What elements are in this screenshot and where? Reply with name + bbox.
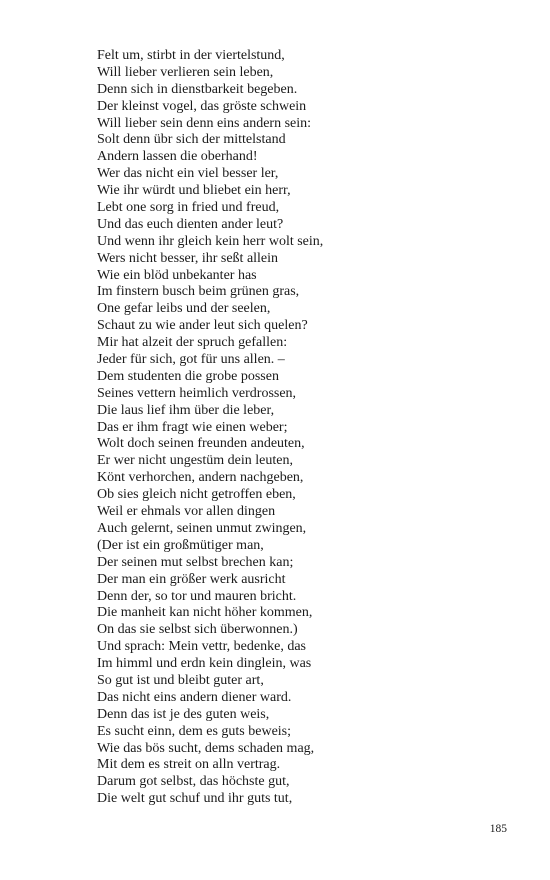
poem-line: Das nicht eins andern diener ward. [97, 689, 292, 705]
poem-line: Will lieber sein denn eins andern sein: [97, 115, 312, 131]
poem-line: Es sucht einn, dem es guts beweis; [97, 723, 292, 739]
poem-line: On das sie selbst sich überwonnen.) [97, 622, 298, 638]
poem-line: One gefar leibs und der seelen, [97, 301, 271, 317]
poem-line: Seines vettern heimlich verdrossen, [97, 385, 297, 401]
poem-line: Der man ein größer werk ausricht [97, 571, 286, 587]
poem-line: Felt um, stirbt in der viertelstund, [97, 48, 285, 63]
poem-line: Solt denn übr sich der mittelstand [97, 132, 286, 148]
poem-line: Wolt doch seinen freunden andeuten, [97, 436, 305, 452]
poem-line: Darum got selbst, das höchste gut, [97, 774, 290, 790]
poem-line: Lebt one sorg in fried und freud, [97, 200, 280, 216]
poem-line: Und wenn ihr gleich kein herr wolt sein, [97, 233, 324, 249]
poem-line: (Der ist ein großmütiger man, [97, 537, 264, 553]
poem-line: Schaut zu wie ander leut sich quelen? [97, 318, 308, 334]
poem-line: Könt verhorchen, andern nachgeben, [97, 470, 304, 486]
poem-line: Und das euch dienten ander leut? [97, 216, 284, 232]
poem-line: Will lieber verlieren sein leben, [97, 64, 274, 80]
poem-line: Das er ihm fragt wie einen weber; [97, 419, 288, 435]
poem-line: So gut ist und bleibt guter art, [97, 672, 264, 688]
poem-line: Die laus lief ihm über die leber, [97, 402, 275, 418]
poem-line: Denn sich in dienstbarkeit begeben. [97, 81, 298, 97]
poem-line: Jeder für sich, got für uns allen. – [97, 352, 285, 368]
poem-line: Weil er ehmals vor allen dingen [97, 504, 276, 520]
poem-line: Wie ein blöd unbekanter has [97, 267, 257, 283]
poem-line: Die manheit kan nicht höher kommen, [97, 605, 313, 621]
poem-line: Im finstern busch beim grünen gras, [97, 284, 300, 300]
poem-line: Ob sies gleich nicht getroffen eben, [97, 487, 296, 503]
poem-line: Der seinen mut selbst brechen kan; [97, 554, 294, 570]
poem-line: Er wer nicht ungestüm dein leuten, [97, 453, 293, 469]
poem-line: Die welt gut schuf und ihr guts tut, [97, 791, 293, 807]
poem-line: Wie das bös sucht, dems schaden mag, [97, 740, 315, 756]
poem-line: Im himml und erdn kein dinglein, was [97, 656, 312, 672]
poem-line: Und sprach: Mein vettr, bedenke, das [97, 639, 306, 655]
poem-line: Mir hat alzeit der spruch gefallen: [97, 335, 288, 351]
poem-line: Auch gelernt, seinen unmut zwingen, [97, 520, 307, 536]
poem-line: Dem studenten die grobe possen [97, 368, 279, 384]
poem-line: Denn der, so tor und mauren bricht. [97, 588, 297, 604]
poem-line: Wers nicht besser, ihr seßt allein [97, 250, 279, 266]
poem-line: Der kleinst vogel, das gröste schwein [97, 98, 307, 114]
page-number: 185 [489, 823, 507, 835]
poem-line: Andern lassen die oberhand! [97, 149, 258, 165]
poem-line: Mit dem es streit on alln vertrag. [97, 757, 281, 773]
poem-text [97, 48, 477, 808]
poem-line: Wer das nicht ein viel besser ler, [97, 166, 279, 182]
poem-line: Denn das ist je des guten weis, [97, 706, 270, 722]
poem-line: Wie ihr würdt und bliebet ein herr, [97, 183, 291, 199]
